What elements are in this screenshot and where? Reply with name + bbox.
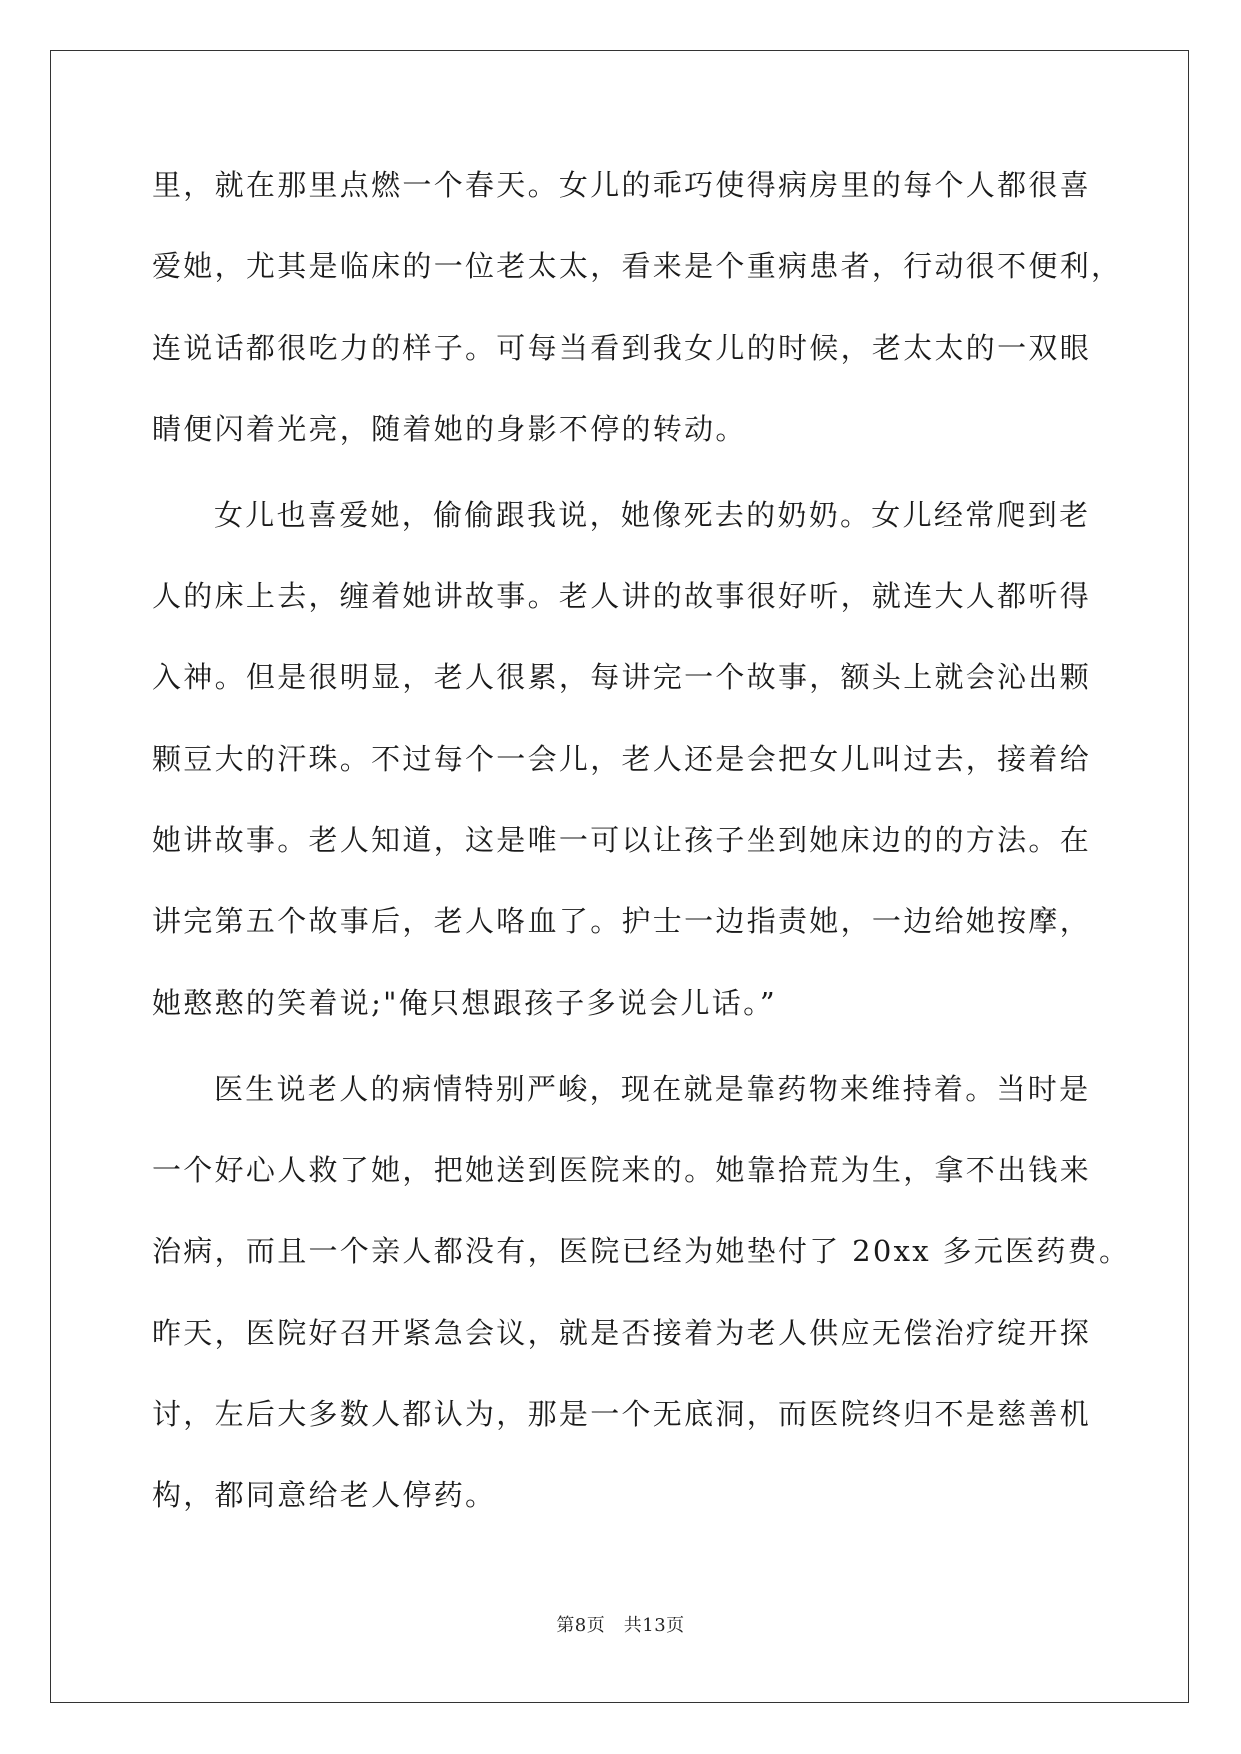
text-line: 里，就在那里点燃一个春天。女儿的乖巧使得病房里的每个人都很喜	[152, 168, 1092, 202]
text-line: 一个好心人救了她，把她送到医院来的。她靠拾荒为生，拿不出钱来	[152, 1152, 1092, 1187]
text-line: 她憨憨的笑着说;"俺只想跟孩子多说会儿话。”	[152, 985, 778, 1020]
text-line: 入神。但是很明显，老人很累，每讲完一个故事，额头上就会沁出颗	[152, 660, 1092, 695]
text-line: 治病，而且一个亲人都没有，医院已经为她垫付了 20xx 多元医药费。	[152, 1234, 1131, 1269]
text-line: 讨，左后大多数人都认为，那是一个无底洞，而医院终归不是慈善机	[152, 1396, 1092, 1431]
paragraph-first-line: 医生说老人的病情特别严峻，现在就是靠药物来维持着。当时是	[214, 1071, 1091, 1106]
document-body	[152, 163, 1131, 1554]
text-line: 颗豆大的汗珠。不过每个一会儿，老人还是会把女儿叫过去，接着给	[152, 741, 1092, 776]
paragraph-first-line: 女儿也喜爱她，偷偷跟我说，她像死去的奶奶。女儿经常爬到老	[214, 497, 1091, 532]
text-line: 睛便闪着光亮，随着她的身影不停的转动。	[152, 411, 747, 446]
text-line: 爱她，尤其是临床的一位老太太，看来是个重病患者，行动很不便利，	[152, 249, 1123, 284]
text-line: 她讲故事。老人知道，这是唯一可以让孩子坐到她床边的的方法。在	[152, 823, 1092, 858]
page-number: 第8页 共13页	[556, 1615, 685, 1636]
text-line: 讲完第五个故事后，老人咯血了。护士一边指责她，一边给她按摩，	[152, 904, 1092, 939]
text-line: 构，都同意给老人停药。	[152, 1478, 497, 1513]
text-line: 连说话都很吃力的样子。可每当看到我女儿的时候，老太太的一双眼	[152, 330, 1092, 365]
text-line: 人的床上去，缠着她讲故事。老人讲的故事很好听，就连大人都听得	[152, 579, 1092, 614]
text-line: 昨天，医院好召开紧急会议，就是否接着为老人供应无偿治疗绽开探	[152, 1315, 1092, 1350]
